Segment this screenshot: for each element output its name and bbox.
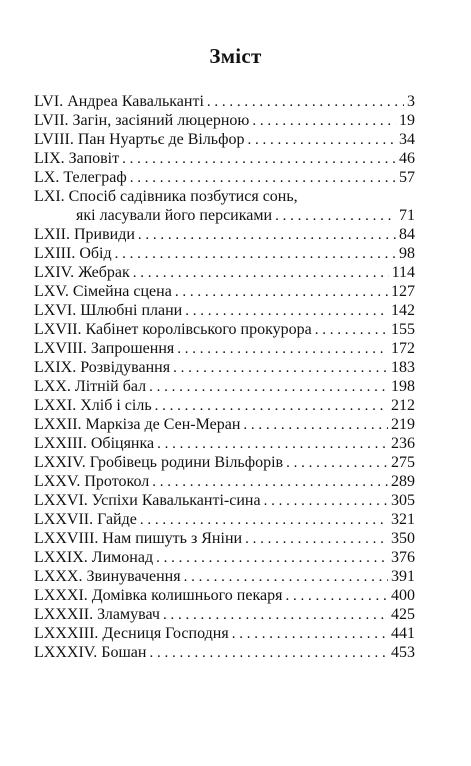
toc-entry-label: LXVII. Кабінет королівського прокурора bbox=[34, 321, 312, 338]
toc-entry-label: LXXVII. Гайде bbox=[34, 511, 137, 528]
toc-entry-label: LXXX. Звинувачення bbox=[34, 568, 181, 585]
toc-entry bbox=[34, 548, 415, 567]
toc-entry-page-number: 114 bbox=[391, 264, 415, 281]
toc-entry-label: LXIX. Розвідування bbox=[34, 359, 171, 376]
toc-entry bbox=[34, 358, 415, 377]
toc-entry-page-number: 305 bbox=[391, 492, 415, 509]
dot-leader bbox=[140, 511, 388, 530]
dot-leader bbox=[175, 283, 388, 302]
toc-entry bbox=[34, 491, 415, 510]
toc-entry-label: LXXXIV. Бошан bbox=[34, 644, 147, 661]
toc-entry-page-number: 198 bbox=[391, 378, 415, 395]
toc-entry-page-number: 127 bbox=[391, 283, 415, 300]
toc-entry-page-number: 71 bbox=[399, 207, 415, 224]
toc-entry bbox=[34, 434, 415, 453]
dot-leader bbox=[133, 264, 389, 283]
dot-leader bbox=[157, 435, 388, 454]
dot-leader bbox=[115, 245, 396, 264]
toc-entry-page-number: 219 bbox=[391, 416, 415, 433]
toc-entry bbox=[34, 415, 415, 434]
toc-entry-label: LXI. Спосіб садівника позбутися сонь, bbox=[34, 188, 298, 205]
toc-entry bbox=[34, 187, 415, 225]
toc-entry-page-number: 391 bbox=[391, 568, 415, 585]
toc-entry bbox=[34, 282, 415, 301]
toc-entry-page-number: 212 bbox=[391, 397, 415, 414]
toc-entry-page-number: 236 bbox=[391, 435, 415, 452]
dot-leader bbox=[252, 112, 396, 131]
toc-entry bbox=[34, 605, 415, 624]
toc-entry-label: LXII. Привиди bbox=[34, 226, 135, 243]
dot-leader bbox=[122, 150, 396, 169]
toc-entry bbox=[34, 130, 415, 149]
dot-leader bbox=[138, 226, 396, 245]
dot-leader bbox=[286, 454, 388, 473]
toc-entry-page-number: 289 bbox=[391, 473, 415, 490]
toc-entry-page-number: 400 bbox=[391, 587, 415, 604]
toc-entry bbox=[34, 301, 415, 320]
dot-leader bbox=[245, 530, 388, 549]
toc-entry-page-number: 155 bbox=[391, 321, 415, 338]
toc-entry bbox=[34, 263, 415, 282]
dot-leader bbox=[185, 302, 388, 321]
toc-entry-label: LXVIII. Запрошення bbox=[34, 340, 175, 357]
toc-entry-page-number: 183 bbox=[391, 359, 415, 376]
toc-entry-page-number: 453 bbox=[391, 644, 415, 661]
toc-entry-label: LXXV. Протокол bbox=[34, 473, 150, 490]
toc-entry-label-continuation: які ласували його персиками bbox=[76, 207, 273, 224]
toc-entry-page-number: 46 bbox=[399, 150, 415, 167]
toc-entry-label: LVIII. Пан Нуартьє де Вільфор bbox=[34, 131, 245, 148]
toc-entry bbox=[34, 567, 415, 586]
dot-leader bbox=[285, 587, 388, 606]
dot-leader bbox=[184, 568, 388, 587]
dot-leader bbox=[243, 416, 388, 435]
toc-entry-page-number: 275 bbox=[391, 454, 415, 471]
dot-leader bbox=[247, 131, 396, 150]
dot-leader bbox=[130, 169, 396, 188]
table-of-contents bbox=[34, 92, 415, 662]
dot-leader bbox=[264, 492, 388, 511]
toc-entry-page-number: 34 bbox=[399, 131, 415, 148]
toc-entry-page-number: 425 bbox=[391, 606, 415, 623]
toc-entry-continuation bbox=[34, 206, 415, 225]
dot-leader bbox=[275, 207, 396, 226]
toc-entry-page-number: 321 bbox=[391, 511, 415, 528]
toc-entry bbox=[34, 624, 415, 643]
toc-entry-label: LXIII. Обід bbox=[34, 245, 112, 262]
toc-entry-label: LVII. Загін, засіяний люцерною bbox=[34, 112, 250, 129]
toc-entry bbox=[34, 92, 415, 111]
toc-entry bbox=[34, 586, 415, 605]
dot-leader bbox=[207, 93, 404, 112]
dot-leader bbox=[163, 606, 388, 625]
toc-entry-label: LXXXII. Зламувач bbox=[34, 606, 160, 623]
toc-entry bbox=[34, 111, 415, 130]
toc-entry-label: LXXII. Маркіза де Сен-Меран bbox=[34, 416, 241, 433]
toc-entry-page-number: 172 bbox=[391, 340, 415, 357]
toc-entry-label: LXV. Сімейна сцена bbox=[34, 283, 172, 300]
toc-entry-label: LXXXI. Домівка колишнього пекаря bbox=[34, 587, 283, 604]
toc-entry bbox=[34, 643, 415, 662]
toc-entry bbox=[34, 453, 415, 472]
dot-leader bbox=[177, 340, 388, 359]
toc-entry-label: LXVI. Шлюбні плани bbox=[34, 302, 183, 319]
toc-entry bbox=[34, 472, 415, 491]
dot-leader bbox=[232, 625, 388, 644]
toc-entry bbox=[34, 396, 415, 415]
toc-entry-page-number: 142 bbox=[391, 302, 415, 319]
toc-entry-label: LXXIV. Гробівець родини Вільфорів bbox=[34, 454, 284, 471]
dot-leader bbox=[315, 321, 388, 340]
toc-entry-label: LVI. Андреа Кавальканті bbox=[34, 93, 204, 110]
toc-entry-label: LXIV. Жебрак bbox=[34, 264, 130, 281]
dot-leader bbox=[152, 473, 388, 492]
toc-entry bbox=[34, 510, 415, 529]
toc-entry-label: LXXI. Хліб і сіль bbox=[34, 397, 152, 414]
toc-entry bbox=[34, 529, 415, 548]
toc-entry-page-number: 376 bbox=[391, 549, 415, 566]
dot-leader bbox=[155, 397, 388, 416]
dot-leader bbox=[173, 359, 388, 378]
dot-leader bbox=[156, 549, 388, 568]
toc-entry bbox=[34, 168, 415, 187]
toc-entry-page-number: 19 bbox=[399, 112, 415, 129]
toc-entry-page-number: 57 bbox=[399, 169, 415, 186]
toc-entry-label: LXXXIII. Десниця Господня bbox=[34, 625, 229, 642]
toc-entry-page-number: 441 bbox=[391, 625, 415, 642]
toc-entry-label: LXX. Літній бал bbox=[34, 378, 147, 395]
toc-entry-label: LXXIX. Лимонад bbox=[34, 549, 154, 566]
toc-entry-label: LXXVIII. Нам пишуть з Яніни bbox=[34, 530, 243, 547]
toc-entry bbox=[34, 320, 415, 339]
toc-entry-label: LX. Телеграф bbox=[34, 169, 127, 186]
toc-entry-page-number: 3 bbox=[407, 93, 415, 110]
toc-entry-page-number: 84 bbox=[399, 226, 415, 243]
toc-entry-label: LIX. Заповіт bbox=[34, 150, 120, 167]
toc-entry bbox=[34, 339, 415, 358]
toc-entry-label: LXXIII. Обіцянка bbox=[34, 435, 155, 452]
toc-entry bbox=[34, 149, 415, 168]
toc-entry-page-number: 98 bbox=[399, 245, 415, 262]
toc-entry-page-number: 350 bbox=[391, 530, 415, 547]
toc-entry bbox=[34, 225, 415, 244]
toc-entry bbox=[34, 377, 415, 396]
toc-entry-label: LXXVI. Успіхи Кавальканті-сина bbox=[34, 492, 261, 509]
dot-leader bbox=[149, 378, 388, 397]
dot-leader bbox=[149, 644, 388, 663]
page-title: Зміст bbox=[209, 44, 262, 68]
toc-entry bbox=[34, 244, 415, 263]
